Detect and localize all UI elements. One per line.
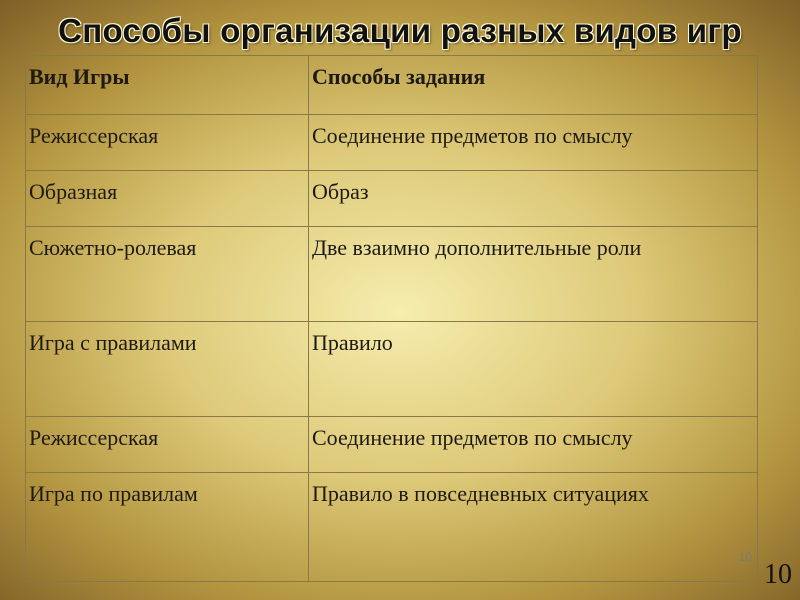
cell-game-type: Образная [26, 171, 309, 227]
cell-game-type: Игра по правилам [26, 473, 309, 582]
slide-number-large: 10 [764, 559, 792, 590]
table-row [26, 473, 758, 582]
cell-method: Правило [309, 322, 758, 417]
cell-method: Две взаимно дополнительные роли [309, 227, 758, 322]
table-row [26, 227, 758, 322]
table-header-row [26, 56, 758, 115]
table-row [26, 171, 758, 227]
table-row [26, 417, 758, 473]
cell-method: Правило в повседневных ситуациях [309, 473, 758, 582]
header-cell-method: Способы задания [309, 56, 758, 115]
table-row [26, 322, 758, 417]
cell-method: Образ [309, 171, 758, 227]
cell-game-type: Режиссерская [26, 417, 309, 473]
slide-title: Способы организации разных видов игр [58, 12, 742, 49]
cell-game-type: Сюжетно-ролевая [26, 227, 309, 322]
cell-game-type: Игра с правилами [26, 322, 309, 417]
cell-method: Соединение предметов по смыслу [309, 115, 758, 171]
table-row [26, 115, 758, 171]
header-cell-game-type: Вид Игры [26, 56, 309, 115]
cell-method: Соединение предметов по смыслу [309, 417, 758, 473]
slide-number-small: 10 [738, 550, 752, 564]
cell-game-type: Режиссерская [26, 115, 309, 171]
games-table [25, 55, 758, 582]
